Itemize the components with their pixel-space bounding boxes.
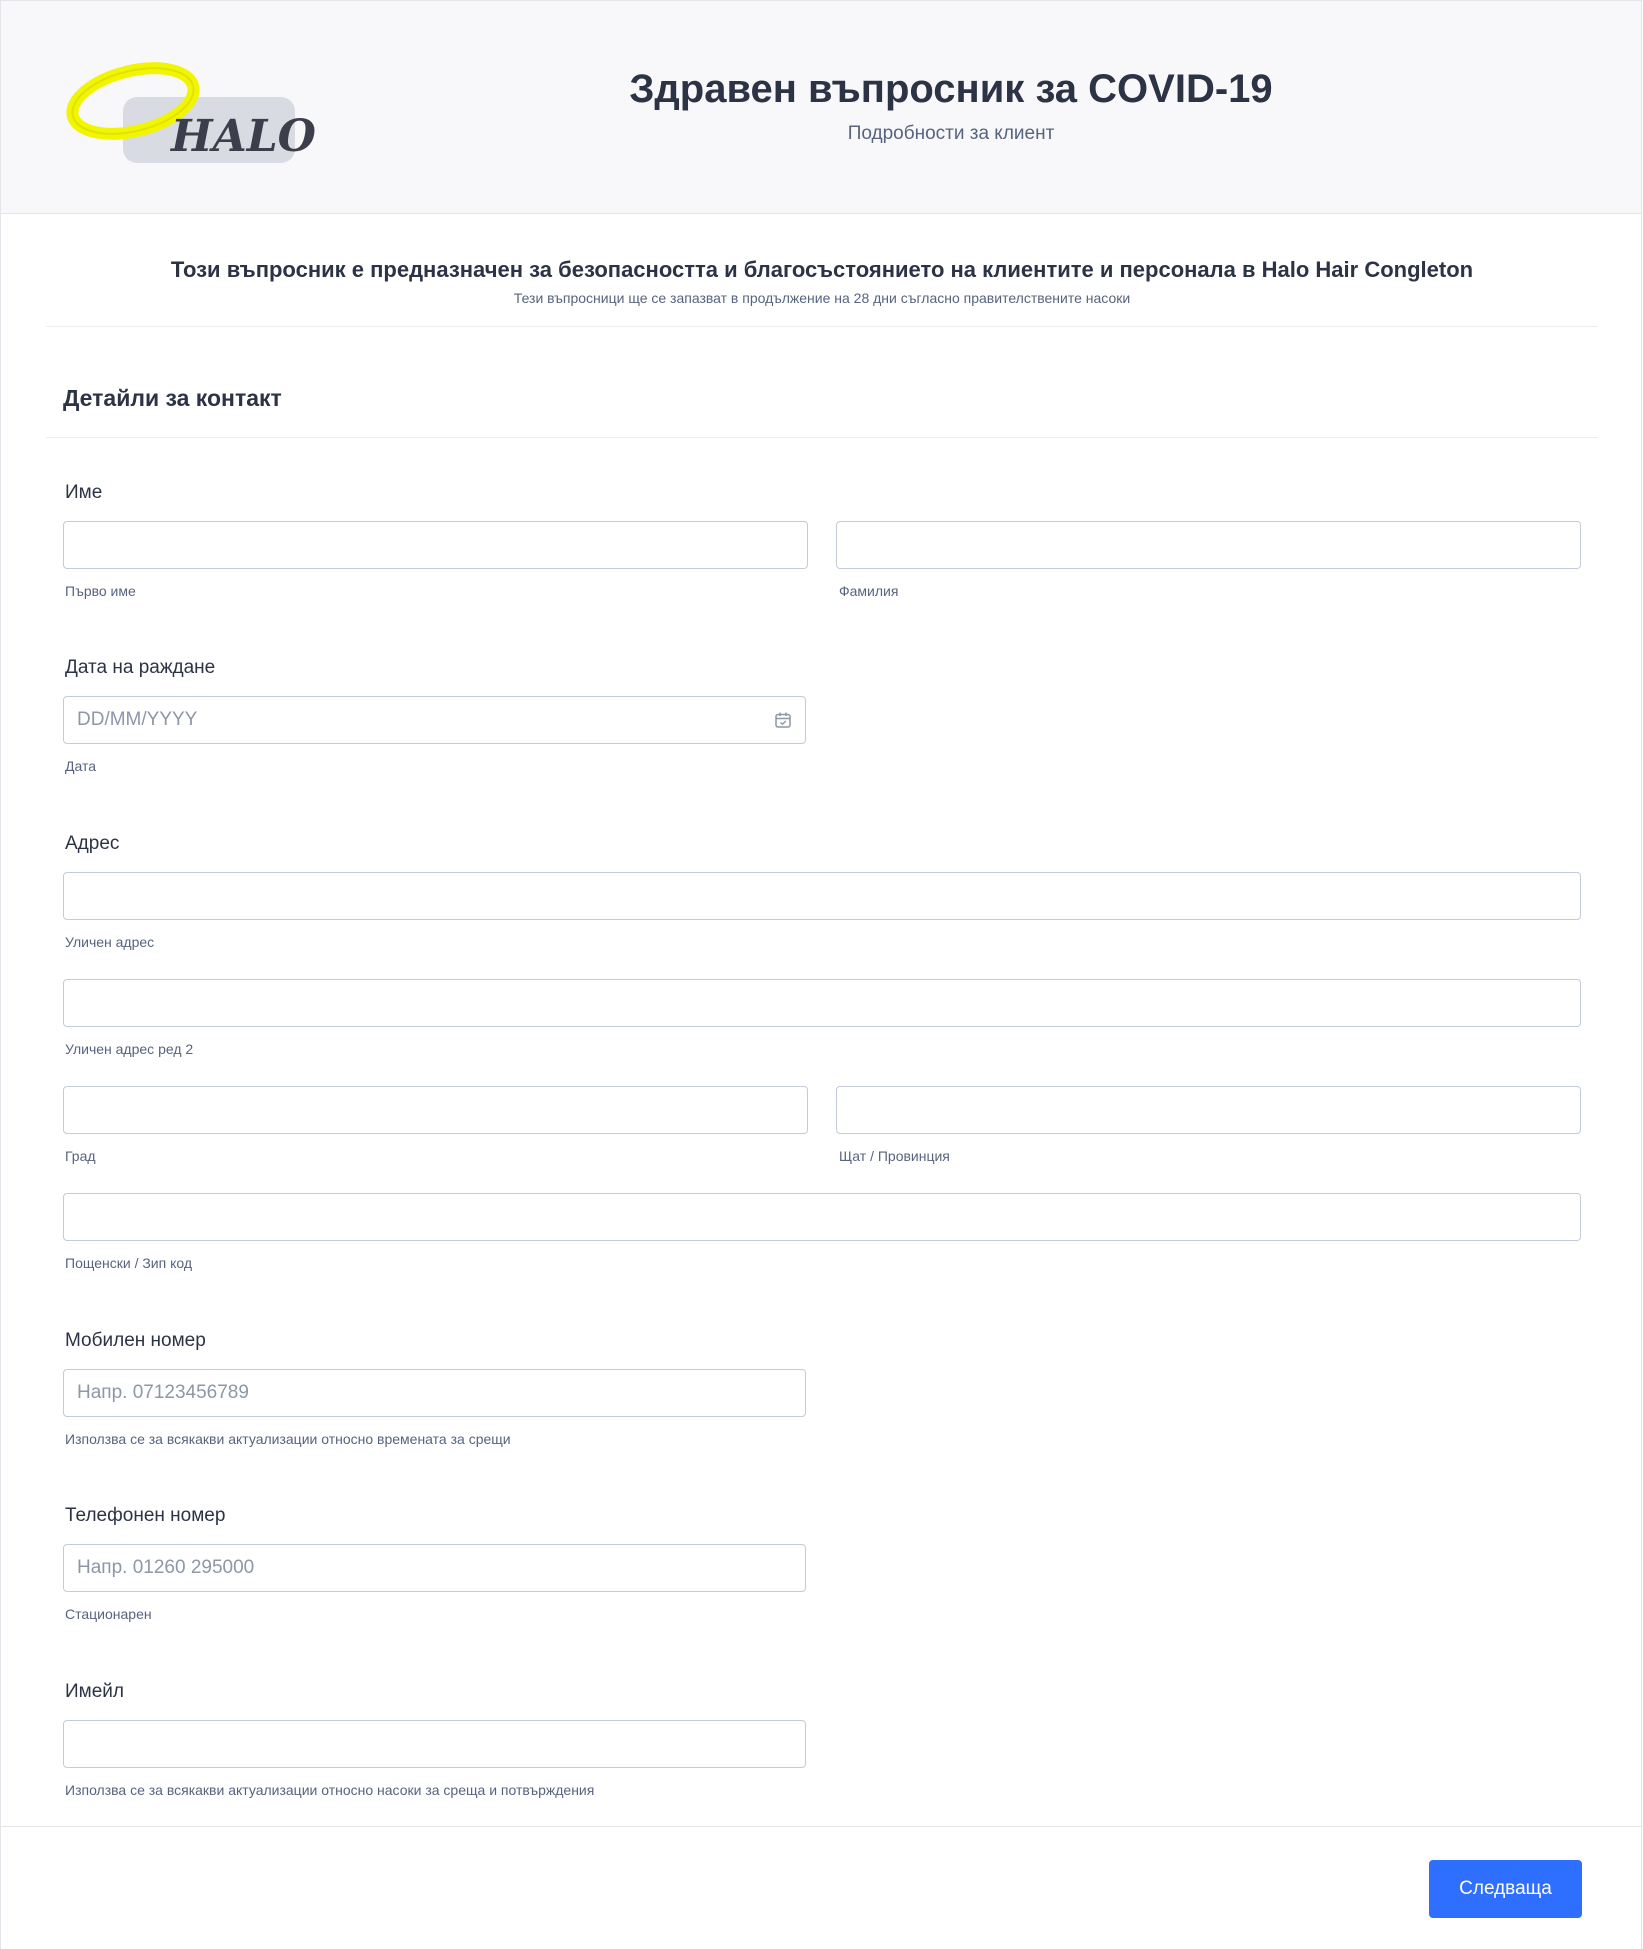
page-title: Здравен въпросник за COVID-19 [629, 67, 1273, 111]
intro-note: Тези въпросници ще се запазват в продължение на 28 дни съгласно правителствените насоки [513, 290, 1131, 306]
page-subtitle: Подробности за клиент [847, 123, 1055, 144]
street-address-sublabel: Уличен адрес [65, 934, 155, 950]
phone-label: Телефонен номер [65, 1505, 226, 1526]
last-name-sublabel: Фамилия [839, 583, 899, 599]
first-name-sublabel: Първо име [65, 583, 136, 599]
dob-input[interactable] [63, 696, 806, 744]
halo-logo [67, 59, 316, 169]
mobile-sublabel: Използва се за всякакви актуализации относно времената за срещи [65, 1431, 511, 1447]
state-input[interactable] [836, 1086, 1581, 1134]
form-header [1, 1, 1641, 214]
email-input[interactable] [63, 1720, 806, 1768]
email-sublabel: Използва се за всякакви актуализации относно насоки за среща и потвърждения [65, 1782, 595, 1798]
logo-text: HALO [171, 111, 316, 162]
first-name-input[interactable] [63, 521, 808, 569]
city-input[interactable] [63, 1086, 808, 1134]
divider [46, 326, 1598, 327]
divider [46, 437, 1598, 438]
intro-heading: Този въпросник е предназначен за безопасността и благосъстоянието на клиентите и персонала в Halo Hair Congleton [170, 257, 1474, 282]
calendar-icon[interactable] [774, 711, 792, 729]
address-label: Адрес [65, 833, 120, 854]
mobile-label: Мобилен номер [65, 1330, 206, 1351]
street-address-2-sublabel: Уличен адрес ред 2 [65, 1041, 194, 1057]
dob-sublabel: Дата [65, 758, 97, 774]
street-address-2-input[interactable] [63, 979, 1581, 1027]
email-label: Имейл [65, 1681, 124, 1702]
dob-label: Дата на раждане [65, 657, 216, 678]
phone-sublabel: Стационарен [65, 1606, 152, 1622]
state-sublabel: Щат / Провинция [839, 1148, 950, 1164]
city-sublabel: Град [65, 1148, 96, 1164]
section-title: Детайли за контакт [63, 385, 282, 411]
zip-input[interactable] [63, 1193, 1581, 1241]
mobile-input[interactable] [63, 1369, 806, 1417]
phone-input[interactable] [63, 1544, 806, 1592]
form-footer [1, 1826, 1641, 1949]
name-label: Име [65, 482, 103, 503]
zip-sublabel: Пощенски / Зип код [65, 1255, 193, 1271]
street-address-input[interactable] [63, 872, 1581, 920]
next-button[interactable]: Следваща [1429, 1860, 1582, 1918]
last-name-input[interactable] [836, 521, 1581, 569]
